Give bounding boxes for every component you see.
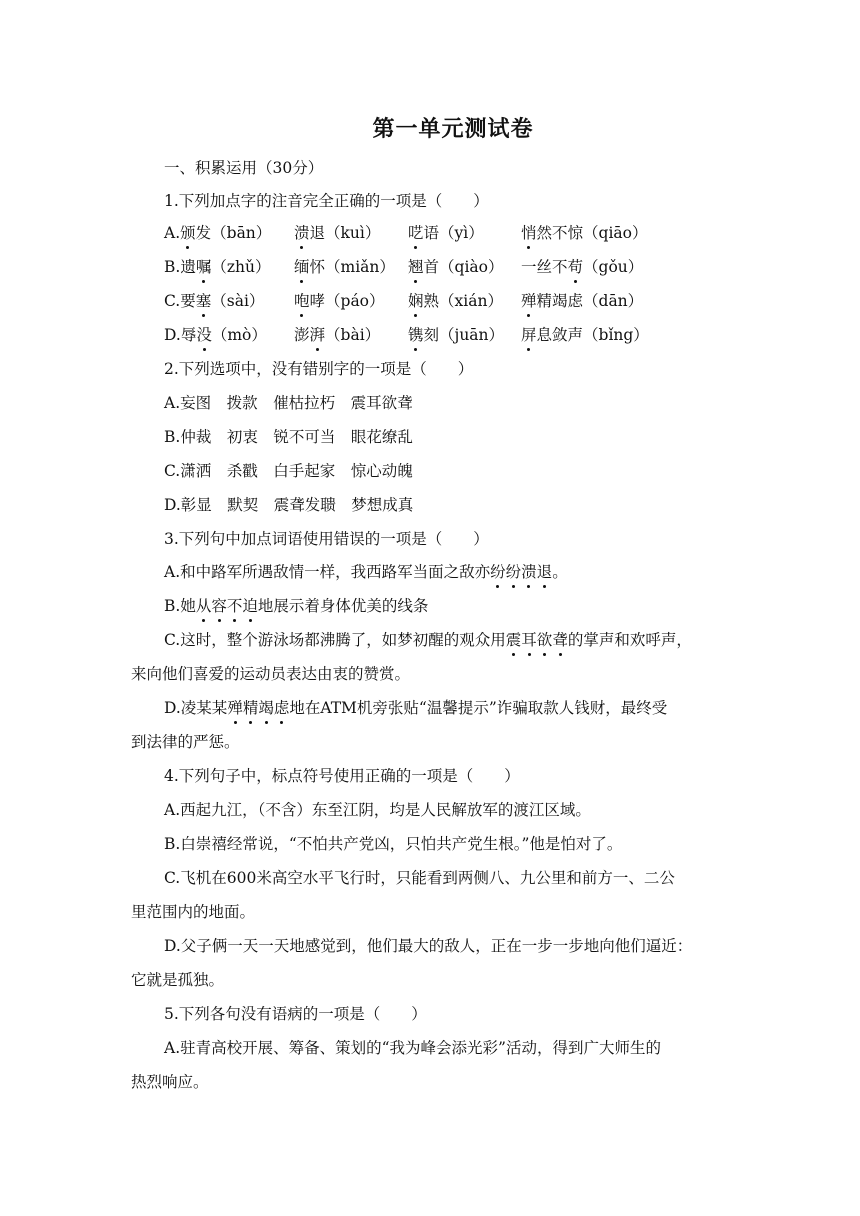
- question-3-option-d-cont: 到法律的严惩。: [131, 733, 240, 751]
- option-text: （gǒu）: [583, 258, 644, 276]
- question-5-stem: 5.下列各句没有语病的一项是（ ）: [164, 1005, 427, 1023]
- question-1-option-item: [294, 291, 385, 311]
- question-1-option-item: [408, 257, 503, 277]
- question-4-option-b: B.白崇禧经常说，“不怕共产党凶，只怕共产党生根。”他是怕对了。: [164, 835, 623, 853]
- dotted-phrase: [490, 563, 552, 581]
- option-text: （mò）: [211, 326, 267, 344]
- dotted-char: 缅: [294, 258, 310, 276]
- question-3-option-a: [164, 562, 568, 582]
- option-letter: D.: [164, 326, 181, 344]
- question-3-option-c-cont: 来向他们喜爱的运动员表达由衷的赞赏。: [131, 665, 411, 683]
- question-1-option-item: [294, 223, 380, 243]
- question-1-option-item: [408, 223, 484, 243]
- dotted-char: 湃: [309, 326, 326, 344]
- dotted-phrase: [408, 224, 424, 242]
- question-1-option-item: [408, 291, 503, 311]
- dotted-char: 虑: [273, 699, 290, 717]
- option-text: 熟（xián）: [423, 292, 503, 310]
- question-3-option-b: [164, 596, 428, 616]
- question-1-option-item: [521, 257, 643, 277]
- question-1-stem: 1.下列加点字的注音完全正确的一项是（ ）: [164, 192, 489, 210]
- dotted-char: 欲: [536, 631, 553, 649]
- dotted-phrase: [408, 292, 424, 310]
- option-text: 地展示着身体优美的线条: [257, 597, 429, 615]
- option-text: 精竭虑（dān）: [536, 292, 644, 310]
- question-1-option-item: [294, 257, 395, 277]
- option-text: C.这时，整个游泳场都沸腾了，如梦初醒的观众用: [164, 631, 506, 649]
- question-3-option-d: [164, 698, 667, 718]
- dotted-phrase: [196, 292, 212, 310]
- dotted-char: 颁: [180, 224, 196, 242]
- option-text: （bài）: [325, 326, 381, 344]
- dotted-char: 竭: [258, 699, 274, 717]
- question-4-option-d-cont: 它就是孤独。: [131, 971, 225, 989]
- option-text: 的掌声和欢呼声，: [567, 631, 692, 649]
- dotted-phrase: [294, 292, 310, 310]
- question-5-option-a-cont: 热烈响应。: [131, 1073, 209, 1091]
- option-text: D.凌某某: [164, 699, 228, 717]
- dotted-char: 塞: [195, 292, 212, 310]
- dotted-char: 容: [211, 597, 227, 615]
- question-2-option-d: D.彰显 默契 震聋发聩 梦想成真: [164, 496, 414, 514]
- question-3-stem: 3.下列句中加点词语使用错误的一项是（ ）: [164, 530, 489, 548]
- option-text: 辱: [180, 326, 197, 344]
- dotted-char: 翘: [408, 258, 424, 276]
- question-1-option-item: [164, 291, 264, 311]
- dotted-phrase: [196, 258, 212, 276]
- question-1-option-item: [408, 325, 504, 345]
- dotted-char: 屏: [521, 326, 537, 344]
- dotted-char: 迫: [242, 597, 258, 615]
- question-4-option-d: D.父子俩一天一天地感觉到，他们最大的敌人，正在一步一步地向他们逼近：: [164, 937, 693, 955]
- dotted-phrase: [294, 258, 310, 276]
- dotted-char: 娴: [408, 292, 424, 310]
- dotted-char: 退: [536, 563, 553, 581]
- option-letter: B.: [164, 258, 181, 276]
- question-3-option-c: [164, 630, 692, 650]
- dotted-phrase: [521, 326, 537, 344]
- dotted-char: 精: [242, 699, 259, 717]
- option-text: 刻（juān）: [423, 326, 505, 344]
- dotted-phrase: [521, 224, 537, 242]
- option-text: （sài）: [211, 292, 265, 310]
- dotted-char: 苟: [567, 258, 584, 276]
- dotted-char: 震: [505, 631, 522, 649]
- question-5-option-a: A.驻青高校开展、筹备、策划的“我为峰会添光彩”活动，得到广大师生的: [164, 1039, 661, 1057]
- dotted-phrase: [310, 326, 326, 344]
- option-text: 语（yì）: [423, 224, 484, 242]
- page-title: 第一单元测试卷: [372, 116, 534, 142]
- dotted-phrase: [408, 326, 424, 344]
- option-text: 哮（páo）: [309, 292, 385, 310]
- question-2-stem: 2.下列选项中，没有错别字的一项是（ ）: [164, 360, 474, 378]
- dotted-char: 不: [226, 597, 243, 615]
- dotted-phrase: [196, 597, 258, 615]
- question-4-option-c-cont: 里范围内的地面。: [131, 903, 256, 921]
- question-1-option-item: [521, 291, 643, 311]
- dotted-char: 纷: [490, 563, 506, 581]
- question-4-option-a: A.西起九江，（不含）东至江阴，均是人民解放军的渡江区域。: [164, 801, 591, 819]
- option-text: 。: [552, 563, 568, 581]
- dotted-phrase: [196, 326, 212, 344]
- dotted-phrase: [294, 224, 310, 242]
- dotted-char: 嘱: [195, 258, 212, 276]
- option-text: 息敛声（bǐng）: [536, 326, 649, 344]
- option-text: 一丝不: [521, 258, 568, 276]
- option-text: 发（bān）: [195, 224, 272, 242]
- option-letter: A.: [164, 224, 181, 242]
- question-1-option-item: [521, 223, 647, 243]
- section-heading: 一、积累运用（30分）: [164, 159, 324, 177]
- dotted-phrase: [506, 631, 568, 649]
- option-text: 要: [180, 292, 196, 310]
- option-text: 首（qiào）: [423, 258, 504, 276]
- dotted-phrase: [180, 224, 196, 242]
- dotted-char: 纷: [505, 563, 522, 581]
- option-text: （zhǔ）: [211, 258, 271, 276]
- question-4-stem: 4.下列句子中，标点符号使用正确的一项是（ ）: [164, 767, 520, 785]
- option-text: 退（kuì）: [309, 224, 381, 242]
- dotted-char: 溃: [521, 563, 537, 581]
- dotted-phrase: [227, 699, 289, 717]
- dotted-char: 溃: [294, 224, 310, 242]
- question-4-option-c: C.飞机在600米高空水平飞行时，只能看到两侧八、九公里和前方一、二公: [164, 869, 675, 887]
- dotted-char: 呓: [408, 224, 424, 242]
- option-text: B.她: [164, 597, 196, 615]
- option-letter: C.: [164, 292, 181, 310]
- question-2-option-a: A.妄图 拨款 催枯拉朽 震耳欲聋: [164, 394, 413, 412]
- dotted-char: 镌: [408, 326, 424, 344]
- question-2-option-c: C.潇洒 杀戳 白手起家 惊心动魄: [164, 462, 413, 480]
- dotted-phrase: [568, 258, 584, 276]
- dotted-char: 悄: [521, 224, 537, 242]
- question-1-option-item: [521, 325, 649, 345]
- option-text: 遗: [180, 258, 196, 276]
- dotted-char: 咆: [294, 292, 310, 310]
- option-text: 地在ATM机旁张贴“温馨提示”诈骗取款人钱财，最终受: [289, 699, 668, 717]
- option-text: 怀（miǎn）: [309, 258, 395, 276]
- option-text: A.和中路军所遇敌情一样，我西路军当面之敌亦: [164, 563, 491, 581]
- question-1-option-item: [164, 325, 267, 345]
- dotted-char: 耳: [521, 631, 537, 649]
- dotted-phrase: [521, 292, 537, 310]
- dotted-char: 没: [196, 326, 212, 344]
- dotted-char: 殚: [521, 292, 537, 310]
- question-1-option-item: [294, 325, 380, 345]
- option-text: 澎: [294, 326, 310, 344]
- option-text: 然不惊（qiāo）: [536, 224, 648, 242]
- dotted-char: 聋: [552, 631, 568, 649]
- question-1-option-item: [164, 223, 271, 243]
- dotted-char: 从: [195, 597, 212, 615]
- question-2-option-b: B.仲裁 初衷 锐不可当 眼花缭乱: [164, 428, 413, 446]
- question-1-option-item: [164, 257, 271, 277]
- dotted-phrase: [408, 258, 424, 276]
- dotted-char: 殚: [227, 699, 243, 717]
